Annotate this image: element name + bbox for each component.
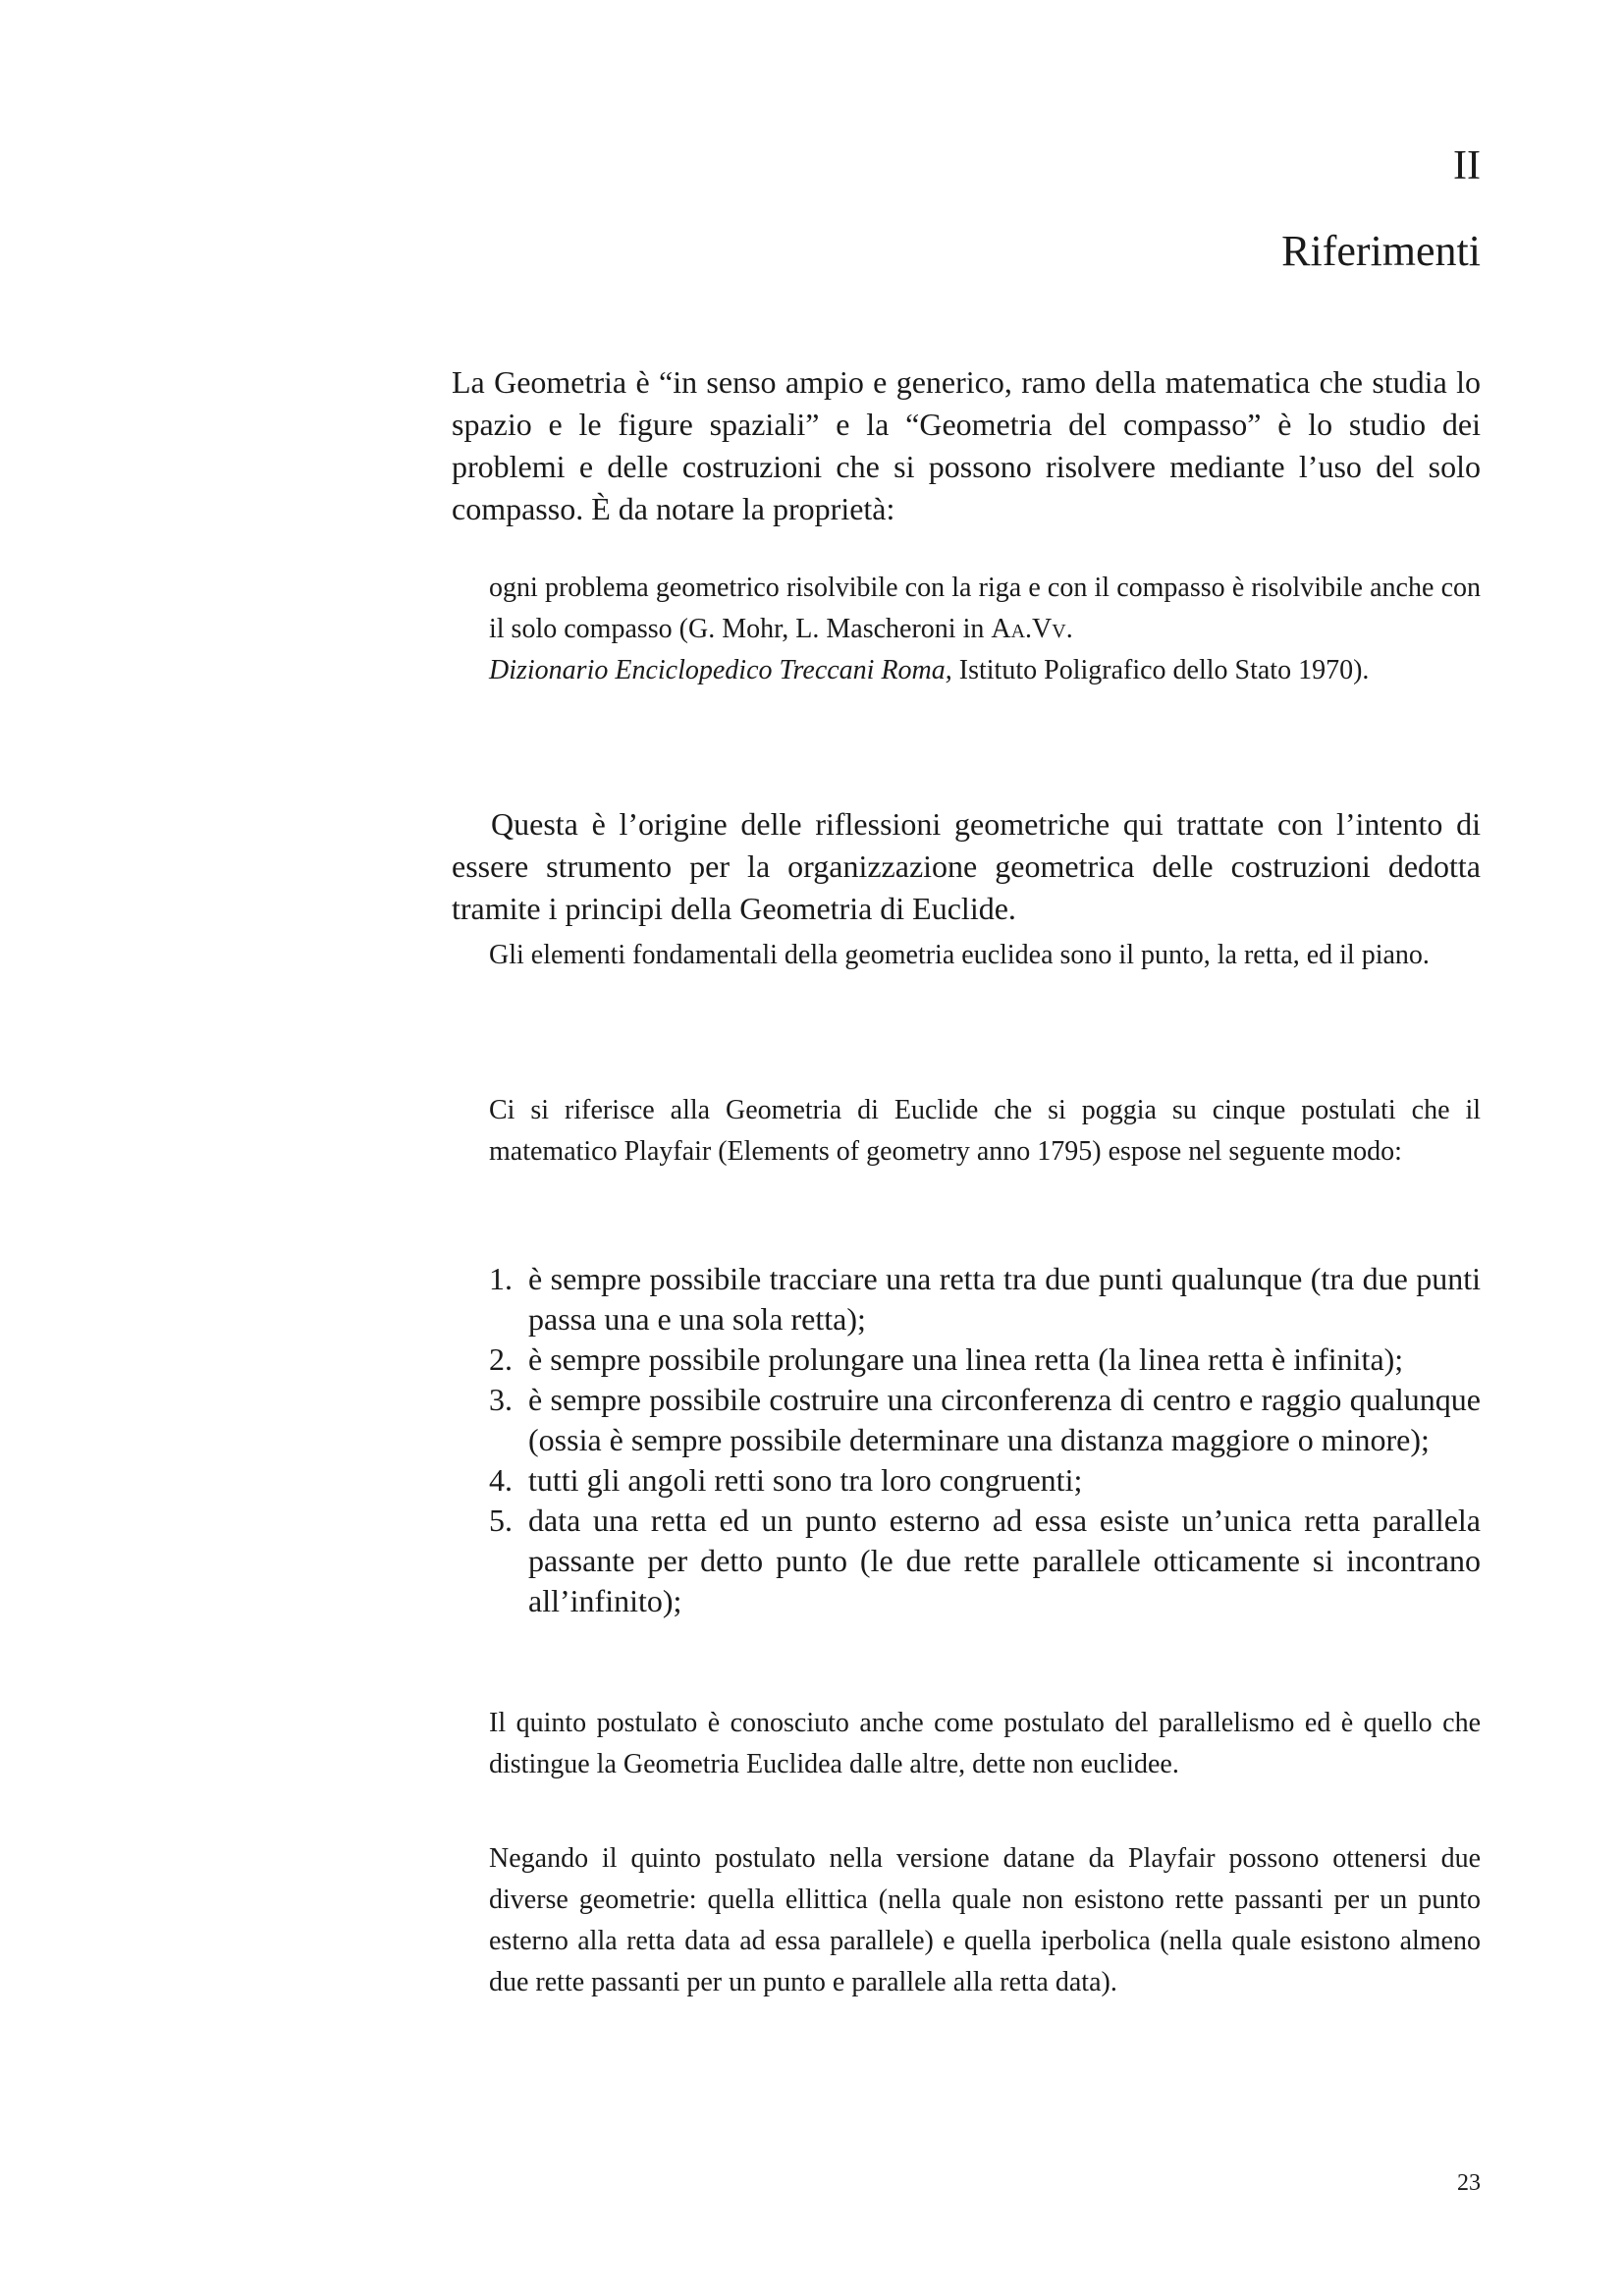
fifth-postulate-note: Il quinto postulato è conosciuto anche come postulato del parallelismo ed è quello che distingue la Geometria Euclidea dalle altre, dette non euclidee. — [489, 1708, 1481, 1779]
postulate-number: 1. — [489, 1261, 513, 1296]
postulate-item — [489, 1460, 1481, 1501]
playfair-note: Ci si riferisce alla Geometria di Euclide che si poggia su cinque postulati che il matematico Playfair (Elements of geometry anno 1795) espose nel seguente modo: — [489, 1095, 1481, 1167]
negation-note: Negando il quinto postulato nella versione datane da Playfair possono ottenersi due diverse geometrie: quella ellittica (nella quale non esistono rette passanti per un punto esterno alla retta data ad essa parallele) e quella iperbolica (nella quale esistono almeno due rette passanti per un punto e parallele alla retta data). — [489, 1843, 1481, 1997]
postulate-text: data una retta ed un punto esterno ad essa esiste un’unica retta parallela passante per detto punto (le due rette parallele otticamente si incontrano all’infinito); — [528, 1503, 1481, 1618]
intro-paragraph: La Geometria è “in senso ampio e generico, ramo della matematica che studia lo spazio e le figure spaziali” e la “Geometria del compasso” è lo studio dei problemi e delle costruzioni che si possono risolvere mediante l’uso del solo compasso. È da notare la proprietà: — [452, 364, 1481, 526]
quote-block — [489, 568, 1481, 691]
quote-text: ogni problema geometrico risolvibile con la riga e con il compasso è risolvibile anche con il solo compasso (G. Mohr, L. Mascheroni in — [489, 573, 1481, 644]
postulate-text: è sempre possibile costruire una circonferenza di centro e raggio qualunque (ossia è sempre possibile determinare una distanza maggiore o minore); — [528, 1382, 1481, 1457]
origin-paragraph: Questa è l’origine delle riflessioni geometriche qui trattate con l’intento di essere strumento per la organizzazione geometrica delle costruzioni dedotta tramite i principi della Geometria di Euclide. — [452, 806, 1481, 926]
postulates-list — [489, 1259, 1481, 1621]
quote-author: Aa.Vv. — [991, 614, 1073, 644]
postulate-number: 4. — [489, 1462, 513, 1498]
postulate-number: 2. — [489, 1341, 513, 1377]
chapter-number: II — [1453, 143, 1481, 189]
quote-work: Dizionario Enciclopedico Treccani Roma, — [489, 655, 952, 685]
postulate-number: 3. — [489, 1382, 513, 1417]
quote-publisher: Istituto Poligrafico dello Stato 1970). — [951, 655, 1370, 685]
page-number: 23 — [1457, 2170, 1481, 2196]
postulate-item — [489, 1380, 1481, 1460]
postulate-number: 5. — [489, 1503, 513, 1538]
postulate-text: è sempre possibile tracciare una retta tra due punti qualunque (tra due punti passa una e una sola retta); — [528, 1261, 1481, 1337]
postulate-text: è sempre possibile prolungare una linea retta (la linea retta è infinita); — [528, 1341, 1404, 1377]
postulate-item — [489, 1259, 1481, 1339]
postulate-item — [489, 1501, 1481, 1621]
postulate-text: tutti gli angoli retti sono tra loro congruenti; — [528, 1462, 1083, 1498]
elements-note: Gli elementi fondamentali della geometria euclidea sono il punto, la retta, ed il piano. — [489, 940, 1430, 970]
postulate-item — [489, 1339, 1481, 1380]
chapter-title: Riferimenti — [1281, 227, 1481, 275]
